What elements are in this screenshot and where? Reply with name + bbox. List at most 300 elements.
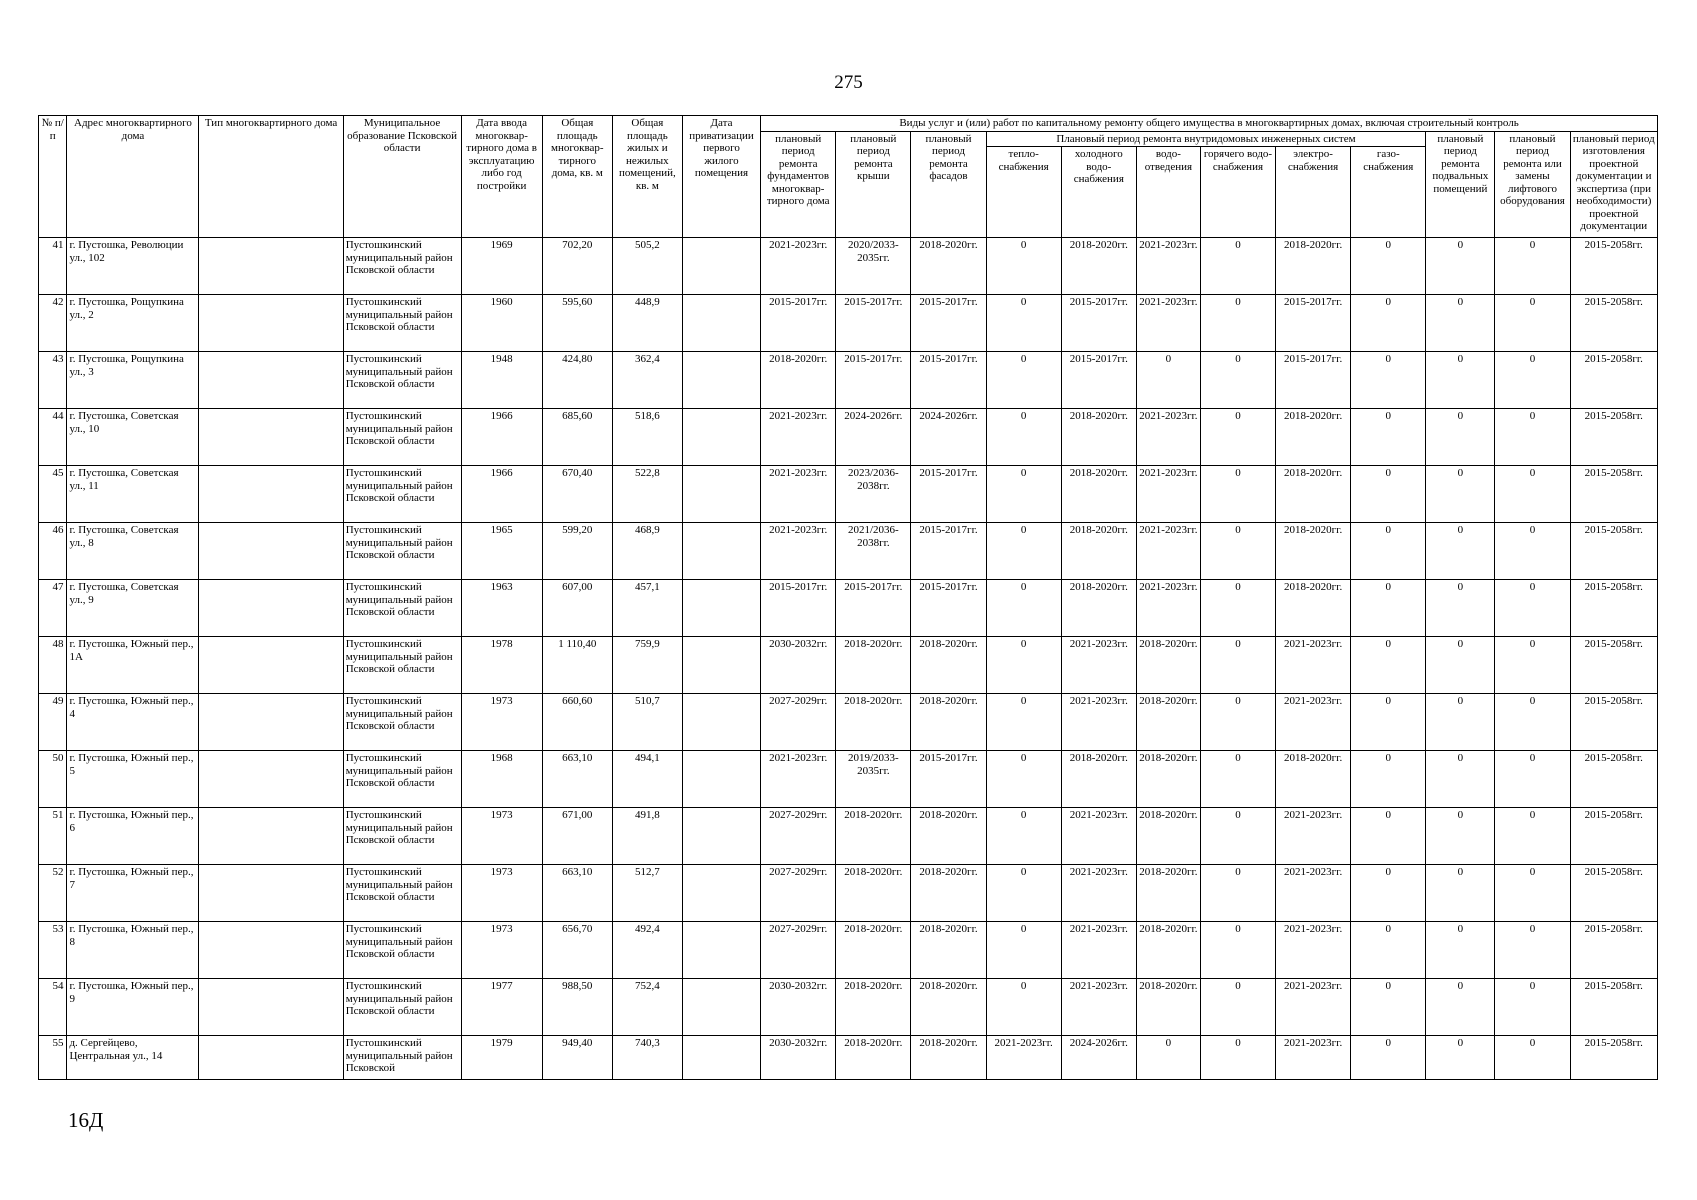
- row-heat: 2021-2023гг.: [986, 1036, 1061, 1080]
- row-num: 46: [39, 523, 67, 580]
- row-gas: 0: [1351, 694, 1426, 751]
- row-basement: 0: [1426, 694, 1495, 751]
- row-total-area: 988,50: [542, 979, 612, 1036]
- row-roof: 2015-2017гг.: [836, 580, 911, 637]
- row-privatization: [682, 238, 760, 295]
- row-hot-water: 0: [1200, 979, 1275, 1036]
- row-electric: 2018-2020гг.: [1276, 409, 1351, 466]
- row-type: [199, 694, 343, 751]
- row-total-area: 607,00: [542, 580, 612, 637]
- table-row: [39, 694, 1658, 751]
- row-design: 2015-2058гг.: [1570, 979, 1657, 1036]
- row-premises-area: 491,8: [612, 808, 682, 865]
- row-gas: 0: [1351, 295, 1426, 352]
- row-address: г. Пустошка, Советская ул., 9: [67, 580, 199, 637]
- row-privatization: [682, 694, 760, 751]
- row-cold-water: 2021-2023гг.: [1061, 637, 1136, 694]
- table-row: [39, 523, 1658, 580]
- row-gas: 0: [1351, 751, 1426, 808]
- row-gas: 0: [1351, 922, 1426, 979]
- row-total-area: 656,70: [542, 922, 612, 979]
- header-premises-area: Общая площадь жилых и нежилых помещений, кв. м: [612, 116, 682, 238]
- row-address: г. Пустошка, Южный пер., 9: [67, 979, 199, 1036]
- row-facade: 2015-2017гг.: [911, 466, 986, 523]
- row-elevator: 0: [1495, 295, 1570, 352]
- row-elevator: 0: [1495, 466, 1570, 523]
- row-num: 53: [39, 922, 67, 979]
- row-total-area: 663,10: [542, 865, 612, 922]
- row-foundation: 2021-2023гг.: [761, 466, 836, 523]
- row-basement: 0: [1426, 979, 1495, 1036]
- row-elevator: 0: [1495, 979, 1570, 1036]
- row-year: 1968: [461, 751, 542, 808]
- row-municipality: Пустошкинский муниципальный район Псковской области: [343, 694, 461, 751]
- row-cold-water: 2015-2017гг.: [1061, 352, 1136, 409]
- row-foundation: 2030-2032гг.: [761, 1036, 836, 1080]
- row-facade: 2018-2020гг.: [911, 1036, 986, 1080]
- row-roof: 2021/2036-2038гг.: [836, 523, 911, 580]
- row-municipality: Пустошкинский муниципальный район Псковской области: [343, 523, 461, 580]
- row-premises-area: 518,6: [612, 409, 682, 466]
- row-basement: 0: [1426, 751, 1495, 808]
- row-premises-area: 468,9: [612, 523, 682, 580]
- row-total-area: 670,40: [542, 466, 612, 523]
- row-electric: 2018-2020гг.: [1276, 751, 1351, 808]
- row-roof: 2018-2020гг.: [836, 979, 911, 1036]
- row-design: 2015-2058гг.: [1570, 409, 1657, 466]
- row-roof: 2020/2033-2035гг.: [836, 238, 911, 295]
- row-sewerage: 2021-2023гг.: [1136, 238, 1200, 295]
- row-type: [199, 808, 343, 865]
- header-privatization-date: Дата приватизации первого жилого помещения: [682, 116, 760, 238]
- row-type: [199, 637, 343, 694]
- row-municipality: Пустошкинский муниципальный район Псковской области: [343, 409, 461, 466]
- row-year: 1969: [461, 238, 542, 295]
- row-basement: 0: [1426, 1036, 1495, 1080]
- row-sewerage: 2021-2023гг.: [1136, 580, 1200, 637]
- header-num: № п/п: [39, 116, 67, 238]
- row-foundation: 2030-2032гг.: [761, 637, 836, 694]
- row-total-area: 595,60: [542, 295, 612, 352]
- row-elevator: 0: [1495, 637, 1570, 694]
- row-year: 1973: [461, 922, 542, 979]
- row-cold-water: 2018-2020гг.: [1061, 580, 1136, 637]
- row-design: 2015-2058гг.: [1570, 352, 1657, 409]
- row-foundation: 2021-2023гг.: [761, 523, 836, 580]
- row-basement: 0: [1426, 580, 1495, 637]
- row-privatization: [682, 523, 760, 580]
- row-premises-area: 457,1: [612, 580, 682, 637]
- row-address: г. Пустошка, Южный пер., 6: [67, 808, 199, 865]
- row-num: 54: [39, 979, 67, 1036]
- row-elevator: 0: [1495, 580, 1570, 637]
- row-electric: 2018-2020гг.: [1276, 466, 1351, 523]
- row-address: г. Пустошка, Южный пер., 8: [67, 922, 199, 979]
- row-year: 1960: [461, 295, 542, 352]
- row-privatization: [682, 466, 760, 523]
- row-num: 43: [39, 352, 67, 409]
- row-premises-area: 362,4: [612, 352, 682, 409]
- row-foundation: 2027-2029гг.: [761, 922, 836, 979]
- row-gas: 0: [1351, 1036, 1426, 1080]
- row-sewerage: 2018-2020гг.: [1136, 865, 1200, 922]
- table-row: [39, 295, 1658, 352]
- row-heat: 0: [986, 979, 1061, 1036]
- row-type: [199, 1036, 343, 1080]
- table-row: [39, 238, 1658, 295]
- row-privatization: [682, 808, 760, 865]
- row-hot-water: 0: [1200, 238, 1275, 295]
- row-address: г. Пустошка, Южный пер., 5: [67, 751, 199, 808]
- row-design: 2015-2058гг.: [1570, 466, 1657, 523]
- row-cold-water: 2021-2023гг.: [1061, 979, 1136, 1036]
- row-design: 2015-2058гг.: [1570, 865, 1657, 922]
- row-address: г. Пустошка, Советская ул., 8: [67, 523, 199, 580]
- row-type: [199, 352, 343, 409]
- header-works-group: Виды услуг и (или) работ по капитальному ремонту общего имущества в многоквартирных домах, включая строительный контроль: [761, 116, 1658, 132]
- row-privatization: [682, 637, 760, 694]
- row-year: 1979: [461, 1036, 542, 1080]
- row-cold-water: 2018-2020гг.: [1061, 238, 1136, 295]
- page-number: 275: [834, 72, 863, 93]
- row-heat: 0: [986, 865, 1061, 922]
- table-row: [39, 580, 1658, 637]
- row-roof: 2018-2020гг.: [836, 922, 911, 979]
- row-design: 2015-2058гг.: [1570, 580, 1657, 637]
- row-design: 2015-2058гг.: [1570, 751, 1657, 808]
- row-cold-water: 2015-2017гг.: [1061, 295, 1136, 352]
- row-premises-area: 492,4: [612, 922, 682, 979]
- row-basement: 0: [1426, 295, 1495, 352]
- row-foundation: 2021-2023гг.: [761, 409, 836, 466]
- row-num: 50: [39, 751, 67, 808]
- row-elevator: 0: [1495, 694, 1570, 751]
- table-body: [39, 238, 1658, 1080]
- row-heat: 0: [986, 295, 1061, 352]
- row-cold-water: 2018-2020гг.: [1061, 523, 1136, 580]
- row-foundation: 2021-2023гг.: [761, 751, 836, 808]
- table-row: [39, 1036, 1658, 1080]
- row-year: 1978: [461, 637, 542, 694]
- row-total-area: 663,10: [542, 751, 612, 808]
- row-type: [199, 922, 343, 979]
- row-num: 44: [39, 409, 67, 466]
- header-municipality: Муниципальное образование Псковской области: [343, 116, 461, 238]
- row-foundation: 2015-2017гг.: [761, 295, 836, 352]
- row-sewerage: 2018-2020гг.: [1136, 637, 1200, 694]
- row-design: 2015-2058гг.: [1570, 922, 1657, 979]
- row-municipality: Пустошкинский муниципальный район Псковской области: [343, 580, 461, 637]
- row-gas: 0: [1351, 865, 1426, 922]
- row-sewerage: 2021-2023гг.: [1136, 466, 1200, 523]
- row-hot-water: 0: [1200, 466, 1275, 523]
- row-address: д. Сергейцево, Центральная ул., 14: [67, 1036, 199, 1080]
- row-gas: 0: [1351, 466, 1426, 523]
- row-elevator: 0: [1495, 751, 1570, 808]
- row-elevator: 0: [1495, 922, 1570, 979]
- header-engineering-group: Плановый период ремонта внутридомовых инженерных систем: [986, 131, 1426, 147]
- table-row: [39, 865, 1658, 922]
- row-type: [199, 409, 343, 466]
- row-premises-area: 522,8: [612, 466, 682, 523]
- row-heat: 0: [986, 637, 1061, 694]
- row-foundation: 2027-2029гг.: [761, 694, 836, 751]
- row-premises-area: 448,9: [612, 295, 682, 352]
- sheet-code: 16Д: [68, 1108, 104, 1132]
- header-commission-date: Дата ввода многоквар-тирного дома в эксплуатацию либо год постройки: [461, 116, 542, 238]
- row-basement: 0: [1426, 466, 1495, 523]
- row-sewerage: 2018-2020гг.: [1136, 922, 1200, 979]
- row-foundation: 2027-2029гг.: [761, 808, 836, 865]
- header-roof: плановый период ремонта крыши: [836, 131, 911, 238]
- row-privatization: [682, 751, 760, 808]
- row-type: [199, 580, 343, 637]
- row-foundation: 2030-2032гг.: [761, 979, 836, 1036]
- row-basement: 0: [1426, 409, 1495, 466]
- row-year: 1948: [461, 352, 542, 409]
- row-num: 42: [39, 295, 67, 352]
- row-roof: 2018-2020гг.: [836, 808, 911, 865]
- row-type: [199, 865, 343, 922]
- row-facade: 2015-2017гг.: [911, 352, 986, 409]
- row-basement: 0: [1426, 523, 1495, 580]
- row-design: 2015-2058гг.: [1570, 1036, 1657, 1080]
- row-roof: 2015-2017гг.: [836, 352, 911, 409]
- row-municipality: Пустошкинский муниципальный район Псковской области: [343, 637, 461, 694]
- row-sewerage: 2021-2023гг.: [1136, 523, 1200, 580]
- row-sewerage: 2021-2023гг.: [1136, 295, 1200, 352]
- row-design: 2015-2058гг.: [1570, 694, 1657, 751]
- row-electric: 2015-2017гг.: [1276, 295, 1351, 352]
- row-gas: 0: [1351, 979, 1426, 1036]
- capital-repair-table: [38, 115, 1658, 1080]
- row-elevator: 0: [1495, 808, 1570, 865]
- table-row: [39, 466, 1658, 523]
- row-year: 1977: [461, 979, 542, 1036]
- row-premises-area: 740,3: [612, 1036, 682, 1080]
- row-roof: 2015-2017гг.: [836, 295, 911, 352]
- row-cold-water: 2021-2023гг.: [1061, 694, 1136, 751]
- row-design: 2015-2058гг.: [1570, 808, 1657, 865]
- row-gas: 0: [1351, 409, 1426, 466]
- row-hot-water: 0: [1200, 1036, 1275, 1080]
- header-hot-water: горячего водо-снабжения: [1200, 147, 1275, 238]
- row-roof: 2019/2033-2035гг.: [836, 751, 911, 808]
- row-facade: 2024-2026гг.: [911, 409, 986, 466]
- row-heat: 0: [986, 922, 1061, 979]
- row-total-area: 1 110,40: [542, 637, 612, 694]
- row-design: 2015-2058гг.: [1570, 295, 1657, 352]
- row-year: 1965: [461, 523, 542, 580]
- table-row: [39, 751, 1658, 808]
- row-cold-water: 2018-2020гг.: [1061, 751, 1136, 808]
- row-privatization: [682, 922, 760, 979]
- row-total-area: 949,40: [542, 1036, 612, 1080]
- row-num: 51: [39, 808, 67, 865]
- row-year: 1966: [461, 466, 542, 523]
- row-facade: 2018-2020гг.: [911, 922, 986, 979]
- header-facade: плановый период ремонта фасадов: [911, 131, 986, 238]
- row-municipality: Пустошкинский муниципальный район Псковской области: [343, 466, 461, 523]
- header-electric: электро-снабжения: [1276, 147, 1351, 238]
- row-foundation: 2021-2023гг.: [761, 238, 836, 295]
- row-municipality: Пустошкинский муниципальный район Псковской области: [343, 295, 461, 352]
- row-municipality: Пустошкинский муниципальный район Псковской области: [343, 922, 461, 979]
- row-sewerage: 2018-2020гг.: [1136, 751, 1200, 808]
- row-foundation: 2027-2029гг.: [761, 865, 836, 922]
- row-facade: 2018-2020гг.: [911, 865, 986, 922]
- row-basement: 0: [1426, 352, 1495, 409]
- row-privatization: [682, 1036, 760, 1080]
- row-gas: 0: [1351, 352, 1426, 409]
- row-year: 1973: [461, 865, 542, 922]
- row-num: 45: [39, 466, 67, 523]
- row-design: 2015-2058гг.: [1570, 523, 1657, 580]
- row-sewerage: 2018-2020гг.: [1136, 694, 1200, 751]
- row-roof: 2024-2026гг.: [836, 409, 911, 466]
- row-roof: 2018-2020гг.: [836, 694, 911, 751]
- table-row: [39, 409, 1658, 466]
- row-address: г. Пустошка, Южный пер., 7: [67, 865, 199, 922]
- row-facade: 2018-2020гг.: [911, 808, 986, 865]
- row-gas: 0: [1351, 238, 1426, 295]
- row-privatization: [682, 352, 760, 409]
- row-address: г. Пустошка, Революции ул., 102: [67, 238, 199, 295]
- table-row: [39, 352, 1658, 409]
- row-type: [199, 523, 343, 580]
- row-total-area: 424,80: [542, 352, 612, 409]
- row-sewerage: 2021-2023гг.: [1136, 409, 1200, 466]
- row-year: 1963: [461, 580, 542, 637]
- row-elevator: 0: [1495, 352, 1570, 409]
- row-facade: 2015-2017гг.: [911, 295, 986, 352]
- row-total-area: 685,60: [542, 409, 612, 466]
- row-year: 1973: [461, 694, 542, 751]
- row-privatization: [682, 409, 760, 466]
- row-hot-water: 0: [1200, 922, 1275, 979]
- row-electric: 2021-2023гг.: [1276, 808, 1351, 865]
- row-heat: 0: [986, 751, 1061, 808]
- row-facade: 2018-2020гг.: [911, 694, 986, 751]
- row-num: 55: [39, 1036, 67, 1080]
- row-privatization: [682, 295, 760, 352]
- row-heat: 0: [986, 580, 1061, 637]
- row-total-area: 702,20: [542, 238, 612, 295]
- row-num: 41: [39, 238, 67, 295]
- row-facade: 2015-2017гг.: [911, 580, 986, 637]
- row-premises-area: 510,7: [612, 694, 682, 751]
- row-electric: 2018-2020гг.: [1276, 580, 1351, 637]
- row-design: 2015-2058гг.: [1570, 238, 1657, 295]
- row-premises-area: 505,2: [612, 238, 682, 295]
- row-municipality: Пустошкинский муниципальный район Псковской: [343, 1036, 461, 1080]
- row-address: г. Пустошка, Советская ул., 11: [67, 466, 199, 523]
- row-electric: 2021-2023гг.: [1276, 637, 1351, 694]
- row-electric: 2018-2020гг.: [1276, 238, 1351, 295]
- row-roof: 2018-2020гг.: [836, 637, 911, 694]
- row-address: г. Пустошка, Южный пер., 4: [67, 694, 199, 751]
- row-num: 52: [39, 865, 67, 922]
- row-heat: 0: [986, 523, 1061, 580]
- row-basement: 0: [1426, 865, 1495, 922]
- row-address: г. Пустошка, Рощупкина ул., 3: [67, 352, 199, 409]
- row-type: [199, 295, 343, 352]
- row-elevator: 0: [1495, 865, 1570, 922]
- row-cold-water: 2021-2023гг.: [1061, 808, 1136, 865]
- row-hot-water: 0: [1200, 637, 1275, 694]
- row-electric: 2021-2023гг.: [1276, 694, 1351, 751]
- row-foundation: 2015-2017гг.: [761, 580, 836, 637]
- row-basement: 0: [1426, 808, 1495, 865]
- row-electric: 2021-2023гг.: [1276, 1036, 1351, 1080]
- row-sewerage: 2018-2020гг.: [1136, 979, 1200, 1036]
- row-address: г. Пустошка, Рощупкина ул., 2: [67, 295, 199, 352]
- row-basement: 0: [1426, 637, 1495, 694]
- row-foundation: 2018-2020гг.: [761, 352, 836, 409]
- row-hot-water: 0: [1200, 580, 1275, 637]
- row-heat: 0: [986, 409, 1061, 466]
- row-gas: 0: [1351, 580, 1426, 637]
- row-municipality: Пустошкинский муниципальный район Псковской области: [343, 352, 461, 409]
- row-sewerage: 0: [1136, 352, 1200, 409]
- row-privatization: [682, 580, 760, 637]
- row-num: 48: [39, 637, 67, 694]
- row-heat: 0: [986, 352, 1061, 409]
- row-elevator: 0: [1495, 523, 1570, 580]
- header-type: Тип многоквартирного дома: [199, 116, 343, 238]
- table-row: [39, 637, 1658, 694]
- row-type: [199, 238, 343, 295]
- row-electric: 2021-2023гг.: [1276, 979, 1351, 1036]
- row-premises-area: 752,4: [612, 979, 682, 1036]
- row-roof: 2018-2020гг.: [836, 1036, 911, 1080]
- row-type: [199, 466, 343, 523]
- header-design-docs: плановый период изготовления проектной документации и экспертиза (при необходимости) проектной документации: [1570, 131, 1657, 238]
- row-municipality: Пустошкинский муниципальный район Псковской области: [343, 751, 461, 808]
- row-heat: 0: [986, 694, 1061, 751]
- header-heat: тепло-снабжения: [986, 147, 1061, 238]
- row-sewerage: 0: [1136, 1036, 1200, 1080]
- row-cold-water: 2024-2026гг.: [1061, 1036, 1136, 1080]
- row-municipality: Пустошкинский муниципальный район Псковской области: [343, 865, 461, 922]
- row-hot-water: 0: [1200, 295, 1275, 352]
- row-hot-water: 0: [1200, 409, 1275, 466]
- row-num: 49: [39, 694, 67, 751]
- row-cold-water: 2021-2023гг.: [1061, 865, 1136, 922]
- row-cold-water: 2021-2023гг.: [1061, 922, 1136, 979]
- row-sewerage: 2018-2020гг.: [1136, 808, 1200, 865]
- row-hot-water: 0: [1200, 523, 1275, 580]
- row-facade: 2018-2020гг.: [911, 637, 986, 694]
- row-roof: 2018-2020гг.: [836, 865, 911, 922]
- row-premises-area: 512,7: [612, 865, 682, 922]
- header-address: Адрес многоквартирного дома: [67, 116, 199, 238]
- header-elevator: плановый период ремонта или замены лифтового оборудования: [1495, 131, 1570, 238]
- row-facade: 2018-2020гг.: [911, 238, 986, 295]
- row-year: 1966: [461, 409, 542, 466]
- row-total-area: 660,60: [542, 694, 612, 751]
- row-hot-water: 0: [1200, 808, 1275, 865]
- header-gas: газо-снабжения: [1351, 147, 1426, 238]
- row-municipality: Пустошкинский муниципальный район Псковской области: [343, 808, 461, 865]
- row-year: 1973: [461, 808, 542, 865]
- row-address: г. Пустошка, Южный пер., 1А: [67, 637, 199, 694]
- row-roof: 2023/2036-2038гг.: [836, 466, 911, 523]
- row-elevator: 0: [1495, 409, 1570, 466]
- row-municipality: Пустошкинский муниципальный район Псковской области: [343, 979, 461, 1036]
- table-row: [39, 808, 1658, 865]
- row-facade: 2015-2017гг.: [911, 523, 986, 580]
